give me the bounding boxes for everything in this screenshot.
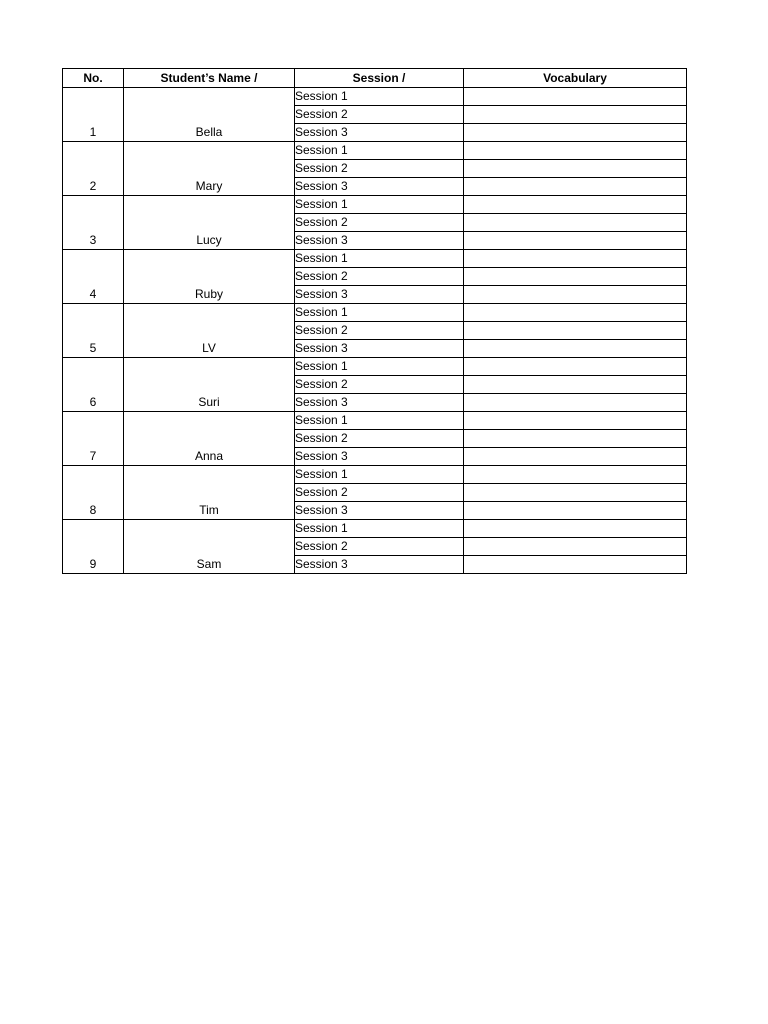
session-cell[interactable]: Session 3	[295, 556, 464, 574]
vocabulary-cell[interactable]	[464, 124, 687, 142]
header-row	[63, 69, 687, 88]
student-number-cell[interactable]: 7	[63, 412, 124, 466]
session-cell[interactable]: Session 3	[295, 124, 464, 142]
vocabulary-cell[interactable]	[464, 322, 687, 340]
vocabulary-cell[interactable]	[464, 286, 687, 304]
table-row	[63, 250, 687, 268]
student-name-cell[interactable]: Suri	[124, 358, 295, 412]
table-row	[63, 412, 687, 430]
session-cell[interactable]: Session 1	[295, 358, 464, 376]
session-cell[interactable]: Session 1	[295, 88, 464, 106]
session-cell[interactable]: Session 2	[295, 322, 464, 340]
vocabulary-cell[interactable]	[464, 412, 687, 430]
session-cell[interactable]: Session 1	[295, 466, 464, 484]
student-name-cell[interactable]: Mary	[124, 142, 295, 196]
student-number-cell[interactable]: 4	[63, 250, 124, 304]
session-cell[interactable]: Session 1	[295, 520, 464, 538]
vocabulary-cell[interactable]	[464, 88, 687, 106]
student-number-cell[interactable]: 8	[63, 466, 124, 520]
vocabulary-cell[interactable]	[464, 214, 687, 232]
table-row	[63, 466, 687, 484]
table-row	[63, 196, 687, 214]
student-name-cell[interactable]: Lucy	[124, 196, 295, 250]
session-cell[interactable]: Session 2	[295, 160, 464, 178]
header-vocabulary: Vocabulary	[464, 69, 687, 88]
vocabulary-cell[interactable]	[464, 106, 687, 124]
student-number-cell[interactable]: 1	[63, 88, 124, 142]
vocabulary-cell[interactable]	[464, 340, 687, 358]
session-cell[interactable]: Session 1	[295, 250, 464, 268]
session-cell[interactable]: Session 3	[295, 502, 464, 520]
student-name-cell[interactable]: LV	[124, 304, 295, 358]
vocabulary-cell[interactable]	[464, 448, 687, 466]
student-name-cell[interactable]: Anna	[124, 412, 295, 466]
session-cell[interactable]: Session 2	[295, 268, 464, 286]
table-body	[63, 88, 687, 574]
table-row	[63, 304, 687, 322]
vocabulary-cell[interactable]	[464, 304, 687, 322]
table-row	[63, 520, 687, 538]
session-cell[interactable]: Session 1	[295, 304, 464, 322]
student-number-cell[interactable]: 9	[63, 520, 124, 574]
header-no: No.	[63, 69, 124, 88]
table-row	[63, 358, 687, 376]
vocabulary-cell[interactable]	[464, 142, 687, 160]
student-name-cell[interactable]: Bella	[124, 88, 295, 142]
session-cell[interactable]: Session 2	[295, 538, 464, 556]
session-cell[interactable]: Session 2	[295, 214, 464, 232]
session-cell[interactable]: Session 1	[295, 412, 464, 430]
vocabulary-cell[interactable]	[464, 466, 687, 484]
student-name-cell[interactable]: Ruby	[124, 250, 295, 304]
vocabulary-cell[interactable]	[464, 358, 687, 376]
vocabulary-cell[interactable]	[464, 196, 687, 214]
student-number-cell[interactable]: 3	[63, 196, 124, 250]
vocabulary-cell[interactable]	[464, 520, 687, 538]
vocabulary-cell[interactable]	[464, 376, 687, 394]
session-cell[interactable]: Session 3	[295, 286, 464, 304]
session-cell[interactable]: Session 1	[295, 142, 464, 160]
vocabulary-cell[interactable]	[464, 484, 687, 502]
session-cell[interactable]: Session 3	[295, 448, 464, 466]
vocabulary-cell[interactable]	[464, 178, 687, 196]
vocabulary-cell[interactable]	[464, 268, 687, 286]
session-cell[interactable]: Session 3	[295, 232, 464, 250]
student-name-cell[interactable]: Tim	[124, 466, 295, 520]
vocabulary-cell[interactable]	[464, 394, 687, 412]
student-number-cell[interactable]: 5	[63, 304, 124, 358]
vocabulary-cell[interactable]	[464, 538, 687, 556]
table-row	[63, 88, 687, 106]
table-row	[63, 142, 687, 160]
vocabulary-cell[interactable]	[464, 556, 687, 574]
student-vocabulary-table	[62, 68, 687, 574]
session-cell[interactable]: Session 3	[295, 394, 464, 412]
session-cell[interactable]: Session 1	[295, 196, 464, 214]
session-cell[interactable]: Session 2	[295, 430, 464, 448]
session-cell[interactable]: Session 2	[295, 376, 464, 394]
header-student-name: Student’s Name /	[124, 69, 295, 88]
vocabulary-cell[interactable]	[464, 160, 687, 178]
student-name-cell[interactable]: Sam	[124, 520, 295, 574]
table-header	[63, 69, 687, 88]
vocabulary-cell[interactable]	[464, 250, 687, 268]
student-number-cell[interactable]: 6	[63, 358, 124, 412]
vocabulary-cell[interactable]	[464, 502, 687, 520]
header-session: Session /	[295, 69, 464, 88]
session-cell[interactable]: Session 2	[295, 106, 464, 124]
session-cell[interactable]: Session 3	[295, 340, 464, 358]
session-cell[interactable]: Session 3	[295, 178, 464, 196]
vocabulary-cell[interactable]	[464, 430, 687, 448]
session-cell[interactable]: Session 2	[295, 484, 464, 502]
student-number-cell[interactable]: 2	[63, 142, 124, 196]
vocabulary-cell[interactable]	[464, 232, 687, 250]
